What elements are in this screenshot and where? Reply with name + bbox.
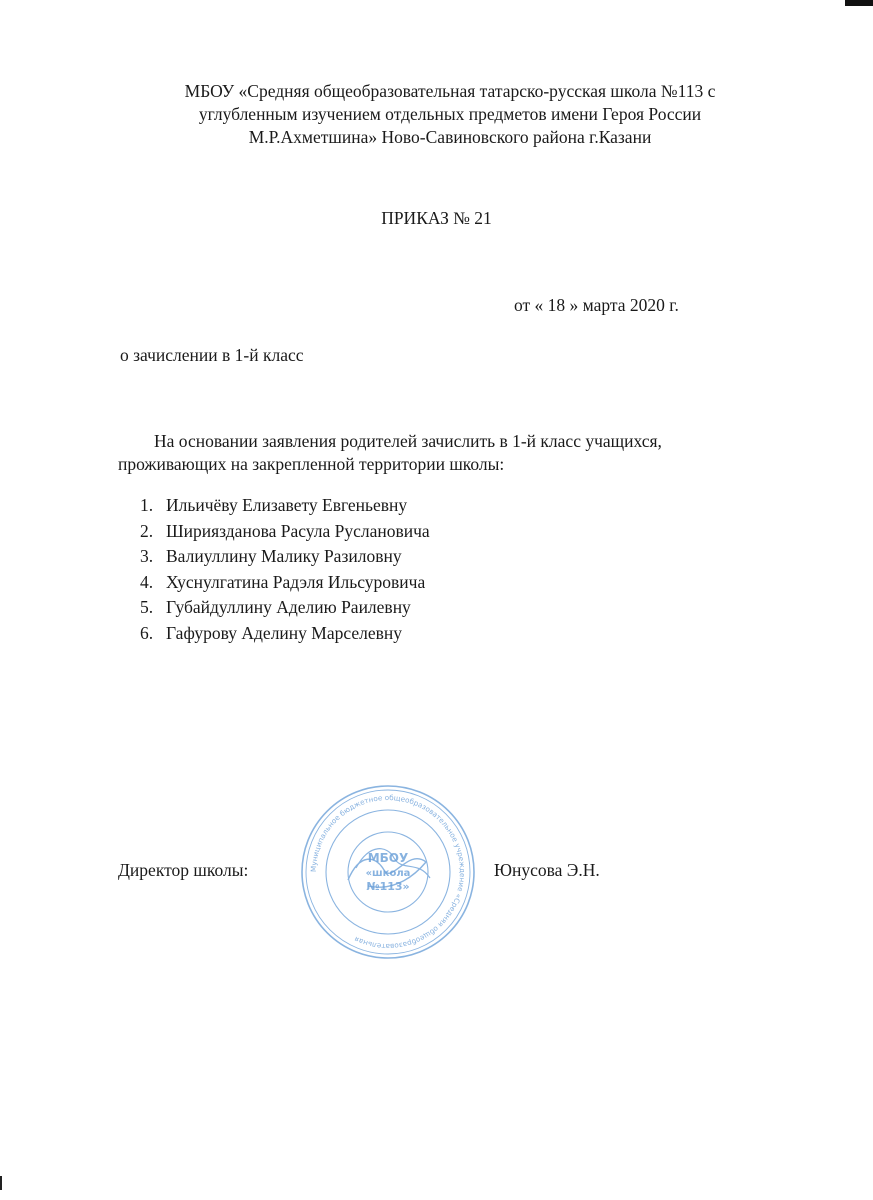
body-line-1: На основании заявления родителей зачислить в 1-й класс учащихся, — [154, 431, 662, 451]
director-label: Директор школы: — [118, 860, 249, 880]
list-item — [140, 494, 430, 520]
list-item — [140, 596, 430, 622]
school-stamp — [298, 782, 478, 962]
header-line-3: М.Р.Ахметшина» Ново-Савиновского района г.Казани — [248, 127, 652, 148]
list-item — [140, 520, 430, 546]
item-number: 2. — [140, 520, 154, 541]
order-body — [118, 430, 778, 476]
stamp-center-line-1: МБОУ — [367, 851, 409, 865]
scan-corner-mark — [845, 0, 873, 6]
item-number: 6. — [140, 622, 154, 643]
order-title: ПРИКАЗ № 21 — [381, 208, 492, 228]
item-number: 1. — [140, 495, 154, 515]
student-name: Ильичёву Елизавету Евгеньевну — [166, 495, 408, 515]
list-item — [140, 622, 430, 648]
student-name: Гафурову Аделину Марселевну — [166, 622, 402, 643]
item-number: 3. — [140, 546, 154, 566]
student-list — [140, 494, 430, 647]
student-name: Валиуллину Малику Разиловну — [166, 546, 402, 566]
student-name: Хуснулгатина Радэля Ильсуровича — [166, 571, 426, 592]
stamp-center-line-3: №113» — [366, 880, 410, 893]
stamp-ring-textpath: Муниципальное бюджетное общеобразовательное учреждение «Средняя общеобразовательная — [308, 792, 468, 952]
item-number: 4. — [140, 571, 154, 592]
header-line-2: углубленным изучением отдельных предметов имени Героя России — [198, 104, 702, 125]
stamp-center-line-2: «школа — [365, 868, 411, 879]
scan-edge-mark — [0, 1176, 2, 1190]
body-line-2: проживающих на закрепленной территории школы: — [118, 454, 505, 475]
order-subject: о зачислении в 1-й класс — [120, 345, 304, 365]
director-name: Юнусова Э.Н. — [494, 860, 600, 880]
list-item — [140, 545, 430, 571]
list-item — [140, 571, 430, 597]
student-name: Губайдуллину Аделию Раилевну — [166, 597, 411, 617]
student-name: Шириязданова Расула Руслановича — [166, 520, 430, 541]
header-line-1: МБОУ «Средняя общеобразовательная татарско-русская школа №113 с — [184, 81, 716, 101]
item-number: 5. — [140, 597, 154, 617]
school-header — [100, 80, 800, 149]
order-date: от « 18 » марта 2020 г. — [514, 295, 679, 315]
